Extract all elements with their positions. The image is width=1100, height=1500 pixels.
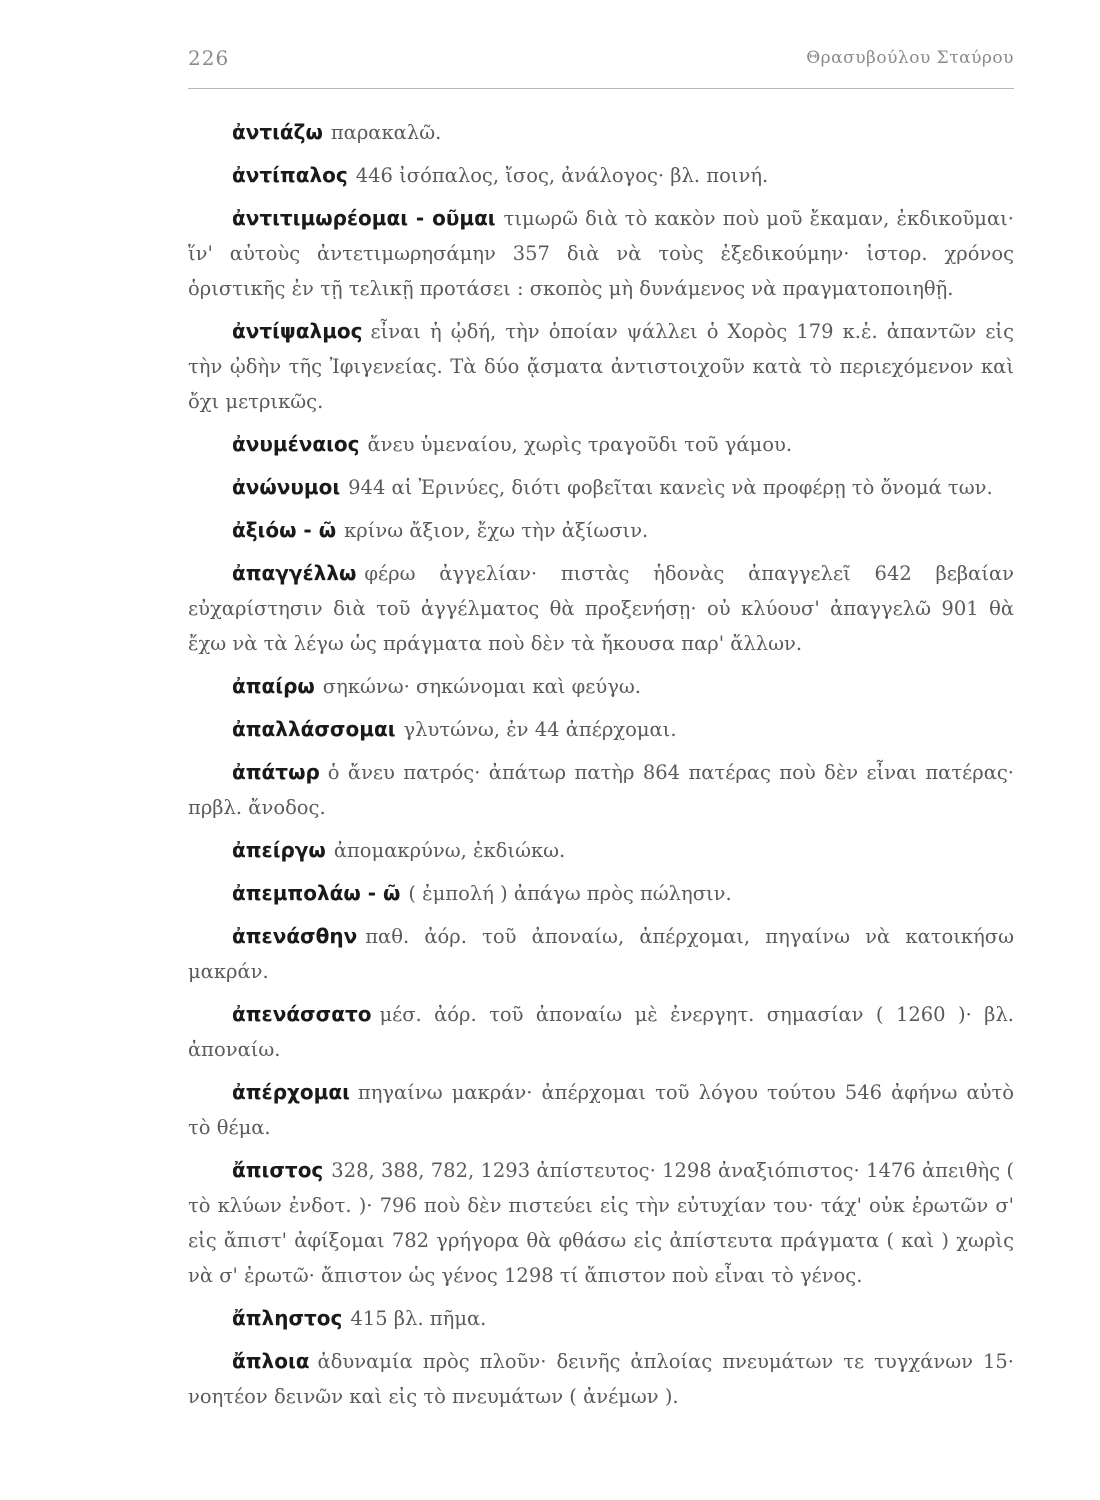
entry-definition: φέρω ἀγγελίαν· πιστὰς ἡδονὰς ἀπαγγελεῖ 642 βεβαίαν εὐχαρίστησιν διὰ τοῦ ἀγγέλματος θὰ προξενήσῃ· οὐ κλύουσ' ἀπαγγελῶ 901 θὰ ἔχω νὰ τὰ λέγω ὡς πράγματα ποὺ δὲν τὰ ἤκουσα παρ' ἄλλων. <box>188 562 1014 655</box>
glossary-entry <box>188 427 1014 462</box>
entry-lemma: ἀπεμπολάω - ῶ <box>232 881 401 905</box>
entry-definition: 415 βλ. πῆμα. <box>350 1307 487 1330</box>
entry-definition: παθ. ἀόρ. τοῦ ἀποναίω, ἀπέρχομαι, πηγαίνω νὰ κατοικήσω μακράν. <box>188 925 1014 983</box>
entry-definition: παρακαλῶ. <box>330 121 442 144</box>
entry-lemma: ἄπλοια <box>232 1349 310 1373</box>
entry-lemma: ἀνώνυμοι <box>232 475 341 499</box>
glossary-entry <box>188 755 1014 825</box>
glossary-entry <box>188 997 1014 1067</box>
glossary-entry <box>188 201 1014 306</box>
entry-lemma: ἀνυμέναιος <box>232 432 360 456</box>
entry-definition: πηγαίνω μακράν· ἀπέρχομαι τοῦ λόγου τούτου 546 ἀφήνω αὐτὸ τὸ θέμα. <box>188 1081 1014 1139</box>
entry-lemma: ἀντιάζω <box>232 120 323 144</box>
entry-lemma: ἀπαλλάσσομαι <box>232 717 396 741</box>
entry-lemma: ἀπείργω <box>232 838 326 862</box>
entry-lemma: ἄπληστος <box>232 1306 343 1330</box>
glossary-entry <box>188 1075 1014 1145</box>
entry-lemma: ἀπενάσθην <box>232 924 358 948</box>
glossary-entry <box>188 919 1014 989</box>
glossary-entry <box>188 833 1014 868</box>
entry-lemma: ἀντιτιμωρέομαι - οῦμαι <box>232 206 496 230</box>
header-rule <box>188 88 1014 89</box>
entry-lemma: ἀπάτωρ <box>232 760 320 784</box>
entry-lemma: ἄπιστος <box>232 1158 324 1182</box>
entry-lemma: ἀπαγγέλλω <box>232 561 357 585</box>
glossary-entry <box>188 1344 1014 1414</box>
entry-definition: 944 αἱ Ἐρινύες, διότι φοβεῖται κανεὶς νὰ προφέρῃ τὸ ὄνομά των. <box>348 476 993 499</box>
entry-definition: ἄνευ ὑμεναίου, χωρὶς τραγοῦδι τοῦ γάμου. <box>367 433 793 456</box>
entry-definition: ἀδυναμία πρὸς πλοῦν· δεινῆς ἀπλοίας πνευμάτων τε τυγχάνων 15· νοητέον δεινῶν καὶ εἰς τὸ πνευμάτων ( ἀνέμων ). <box>188 1350 1014 1408</box>
glossary-entry <box>188 1301 1014 1336</box>
entry-definition: σηκώνω· σηκώνομαι καὶ φεύγω. <box>322 675 641 698</box>
glossary-entry <box>188 513 1014 548</box>
page-header <box>188 46 1014 86</box>
entry-definition: εἶναι ἡ ᾠδή, τὴν ὁποίαν ψάλλει ὁ Χορὸς 179 κ.ἑ. ἀπαντῶν εἰς τὴν ᾠδὴν τῆς Ἰφιγενείας. Τὰ δύο ᾄσματα ἀντιστοιχοῦν κατὰ τὸ περιεχόμενον καὶ ὄχι μετρικῶς. <box>188 320 1014 413</box>
glossary-entry <box>188 669 1014 704</box>
entry-lemma: ἀντίψαλμος <box>232 319 363 343</box>
glossary-entry <box>188 556 1014 661</box>
entry-definition: ὁ ἄνευ πατρός· ἀπάτωρ πατὴρ 864 πατέρας ποὺ δὲν εἶναι πατέρας· πρβλ. ἄνοδος. <box>188 761 1014 819</box>
entry-lemma: ἀπενάσσατο <box>232 1002 372 1026</box>
entry-definition: 328, 388, 782, 1293 ἀπίστευτος· 1298 ἀναξιόπιστος· 1476 ἀπειθὴς ( τὸ κλύων ἐνδοτ. )· 796 ποὺ δὲν πιστεύει εἰς τὴν εὐτυχίαν του· τάχ' οὐκ ἐρωτῶν σ' εἰς ἄπιστ' ἀφίξομαι 782 γρήγορα θὰ φθάσω εἰς ἀπίστευτα πράγματα ( καὶ ) χωρὶς νὰ σ' ἐρωτῶ· ἄπιστον ὡς γένος 1298 τί ἄπιστον ποὺ εἶναι τὸ γένος. <box>188 1159 1014 1287</box>
entry-lemma: ἀπέρχομαι <box>232 1080 350 1104</box>
entry-definition: 446 ἰσόπαλος, ἴσος, ἀνάλογος· βλ. ποινή. <box>355 164 769 187</box>
glossary-entry <box>188 314 1014 419</box>
glossary-entry <box>188 876 1014 911</box>
running-head: Θρασυβούλου Σταύρου <box>806 48 1014 68</box>
glossary-entry <box>188 115 1014 150</box>
glossary-entry <box>188 470 1014 505</box>
entry-definition: γλυτώνω, ἐν 44 ἀπέρχομαι. <box>403 718 677 741</box>
page-number: 226 <box>188 46 230 70</box>
glossary-entry <box>188 158 1014 193</box>
entry-definition: μέσ. ἀόρ. τοῦ ἀποναίω μὲ ἐνεργητ. σημασίαν ( 1260 )· βλ. ἀποναίω. <box>188 1003 1014 1061</box>
entry-lemma: ἀντίπαλος <box>232 163 348 187</box>
glossary-entry <box>188 712 1014 747</box>
entry-lemma: ἀπαίρω <box>232 674 315 698</box>
entry-definition: κρίνω ἄξιον, ἔχω τὴν ἀξίωσιν. <box>344 519 649 542</box>
glossary-entry <box>188 1153 1014 1293</box>
entry-definition: ἀπομακρύνω, ἐκδιώκω. <box>333 839 566 862</box>
entry-lemma: ἀξιόω - ῶ <box>232 518 337 542</box>
entry-definition: τιμωρῶ διὰ τὸ κακὸν ποὺ μοῦ ἔκαμαν, ἐκδικοῦμαι· ἵν' αὐτοὺς ἀντετιμωρησάμην 357 διὰ νὰ τοὺς ἐξεδικούμην· ἱστορ. χρόνος ὁριστικῆς ἐν τῇ τελικῇ προτάσει : σκοπὸς μὴ δυνάμενος νὰ πραγματοποιηθῇ. <box>188 207 1014 300</box>
glossary-entries <box>188 115 1014 1422</box>
entry-definition: ( ἐμπολή ) ἀπάγω πρὸς πώλησιν. <box>408 882 732 905</box>
